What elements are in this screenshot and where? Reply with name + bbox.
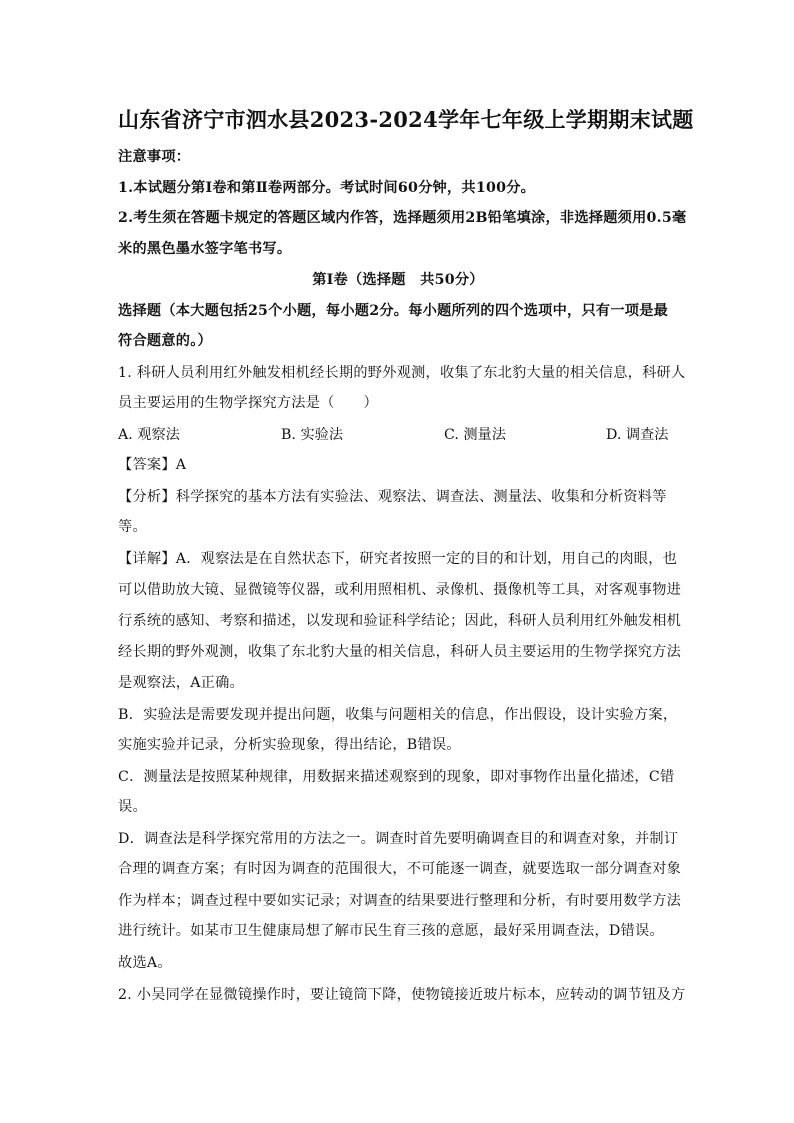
question-1-stem-2: 员主要运用的生物学探究方法是（ ） <box>118 395 378 411</box>
question-1-detail-line: D．调查法是科学探究常用的方法之一。调查时首先要明确调查目的和调查对象，并制订 <box>118 831 679 847</box>
question-1-detail-line: 【详解】A．观察法是在自然状态下，研究者按照一定的目的和计划，用自己的肉眼，也 <box>118 551 678 567</box>
option-a: A. 观察法 <box>118 427 180 443</box>
question-1-detail-line: 作为样本；调查过程中要如实记录；对调查的结果要进行整理和分析，有时要用数学方法 <box>118 893 682 909</box>
notice-item-2: 2.考生须在答题卡规定的答题区域内作答，选择题须用2B铅笔填涂，非选择题须用0.5毫 <box>118 210 687 226</box>
question-1-detail-line: 行系统的感知、考察和描述，以发现和验证科学结论；因此，科研人员利用红外触发相机 <box>118 613 682 629</box>
question-1-analysis-2: 等。 <box>118 519 147 535</box>
question-1-answer: 【答案】A <box>118 457 187 473</box>
notice-heading: 注意事项： <box>118 149 191 165</box>
question-2-stem-1: 2. 小吴同学在显微镜操作时，要让镜筒下降，使物镜接近玻片标本，应转动的调节钮及方 <box>118 987 686 1003</box>
question-1-detail-line: 误。 <box>118 799 147 815</box>
question-1-detail-line: B．实验法是需要发现并提出问题，收集与问题相关的信息，作出假设，设计实验方案， <box>118 707 678 723</box>
question-1-options <box>118 424 678 444</box>
page-title: 山东省济宁市泗水县2023-2024学年七年级上学期期末试题 <box>118 107 694 132</box>
option-d: D. 调查法 <box>606 427 669 443</box>
question-1-detail-line: 是观察法，A正确。 <box>118 675 244 691</box>
question-1-detail-line: 合理的调查方案；有时因为调查的范围很大，不可能逐一调查，就要选取一部分调查对象 <box>118 861 682 877</box>
question-1-detail-line: 进行统计。如某市卫生健康局想了解市民生育三孩的意愿，最好采用调查法，D错误。 <box>118 923 664 939</box>
option-c: C. 测量法 <box>444 427 506 443</box>
section-intro-1: 选择题（本大题包括25个小题，每小题2分。每小题所列的四个选项中，只有一项是最 <box>118 303 669 319</box>
option-b: B. 实验法 <box>281 427 344 443</box>
question-1-stem-1: 1. 科研人员利用红外触发相机经长期的野外观测，收集了东北豹大量的相关信息，科研人 <box>118 365 686 381</box>
question-1-analysis-1: 【分析】科学探究的基本方法有实验法、观察法、调查法、测量法、收集和分析资料等 <box>118 489 667 505</box>
section-title: 第Ⅰ卷（选择题 共50分） <box>312 272 484 288</box>
notice-item-2-cont: 米的黑色墨水签字笔书写。 <box>118 241 292 257</box>
question-1-detail-line: 经长期的野外观测，收集了东北豹大量的相关信息，科研人员主要运用的生物学探究方法 <box>118 644 682 660</box>
question-1-detail-line: 实施实验并记录，分析实验现象，得出结论，B错误。 <box>118 737 461 753</box>
question-1-detail-line: C．测量法是按照某种规律，用数据来描述观察到的现象，即对事物作出量化描述，C错 <box>118 769 675 785</box>
question-1-detail-line: 故选A。 <box>118 955 172 971</box>
question-1-detail-line: 可以借助放大镜、显微镜等仪器，或利用照相机、录像机、摄像机等工具，对客观事物进 <box>118 582 682 598</box>
notice-item-1: 1.本试题分第Ⅰ卷和第Ⅱ卷两部分。考试时间60分钟，共100分。 <box>118 180 536 196</box>
section-intro-2: 符合题意的。） <box>118 333 212 349</box>
